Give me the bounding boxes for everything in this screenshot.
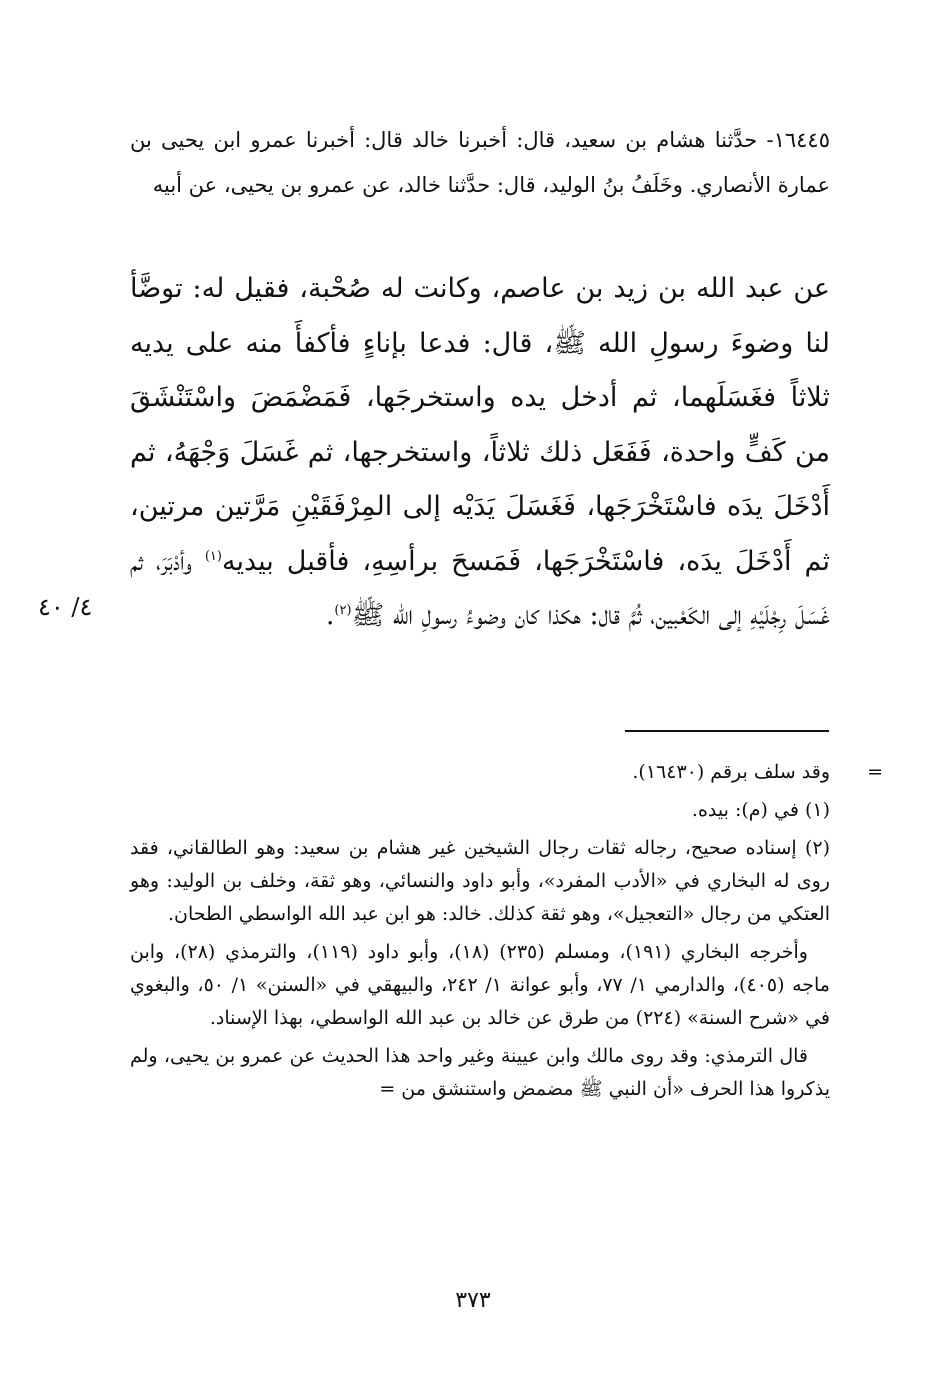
footnote-2-paragraph-2: وأخرجه البخاري (١٩١)، ومسلم (٢٣٥) (١٨)، وأبو داود (١١٩)، والترمذي (٢٨)، وابن ماجه (٤٠٥)، والدارمي ١/ ٧٧، وأبو عوانة ١/ ٢٤٢، والبيهقي في «السنن» ١/ ٥٠، والبغوي في «شرح السنة» (٢٢٤) من طرق عن خالد بن عبد الله الواسطي، بهذا الإسناد. <box>130 941 830 1029</box>
footnotes <box>130 756 883 1111</box>
matn-part-2: وأدْبَرَ، ثم غَسَلَ رِجْلَيْهِ إلى الكَعْبين، ثُمَّ قال: هكذا كان وضوءُ رسولِ الله ﷺ <box>130 545 830 631</box>
footnote-continuation <box>130 756 883 789</box>
page-number: ٣٧٣ <box>455 1288 491 1313</box>
hadith-isnad <box>130 118 830 208</box>
matn-text <box>130 262 830 644</box>
continuation-mark: = <box>867 761 883 783</box>
footnote-marker-1: (١) <box>204 548 222 564</box>
hadith-matn <box>130 262 830 644</box>
margin-volume-page-reference: ٤/ ٤٠ <box>38 593 93 621</box>
matn-part-1: عن عبد الله بن زيد بن عاصم، وكانت له صُحْبة، فقيل له: توضَّأ لنا وضوءَ رسولِ الله ﷺ، قال: فدعا بإناءٍ فأكفأَ منه على يديه ثلاثاً فغَسَلَهما، ثم أدخل يده واستخرجَها، فَمَضْمَضَ واسْتَنْشَقَ من كَفٍّ واحدة، فَفَعَل ذلك ثلاثاً، واستخرجها، ثم غَسَلَ وَجْهَهُ، ثم أَدْخَلَ يدَه فاسْتَخْرَجَها، فَغَسَلَ يَدَيْه إلى المِرْفَقَيْنِ مَرَّتين مرتين، ثم أَدْخَلَ يدَه، فاسْتَخْرَجَها، فَمَسحَ برأسِهِ، فأقبل بيديه <box>130 273 830 577</box>
footnote-2-paragraph-1: (٢) إسناده صحيح، رجاله ثقات رجال الشيخين غير هشام بن سعيد: وهو الطالقاني، فقد روى له البخاري في «الأدب المفرد»، وأبو داود والنسائي، وهو ثقة، وخلف بن الوليد: وهو العتكي من رجال «التعجيل»، وهو ثقة كذلك. خالد: هو ابن عبد الله الواسطي الطحان. <box>130 837 830 925</box>
footnote-2-paragraph-3: قال الترمذي: وقد روى مالك وابن عيينة وغير واحد هذا الحديث عن عمرو بن يحيى، ولم يذكروا هذا الحرف «أن النبي ﷺ مضمض واستنشق من = <box>130 1045 830 1100</box>
isnad-text: ١٦٤٤٥- حدَّثنا هشام بن سعيد، قال: أخبرنا خالد قال: أخبرنا عمرو ابن يحيى بن عمارة الأنصاري. وخَلَفُ بنُ الوليد، قال: حدَّثنا خالد، عن عمرو بن يحيى، عن أبيه <box>130 128 830 197</box>
footnote-separator <box>625 730 829 732</box>
footnote-marker-2: (٢) <box>334 603 352 618</box>
continuation-text: وقد سلف برقم (١٦٤٣٠). <box>632 761 830 783</box>
matn-end: . <box>325 600 335 631</box>
footnote-1: (١) في (م): بيده. <box>691 799 830 821</box>
